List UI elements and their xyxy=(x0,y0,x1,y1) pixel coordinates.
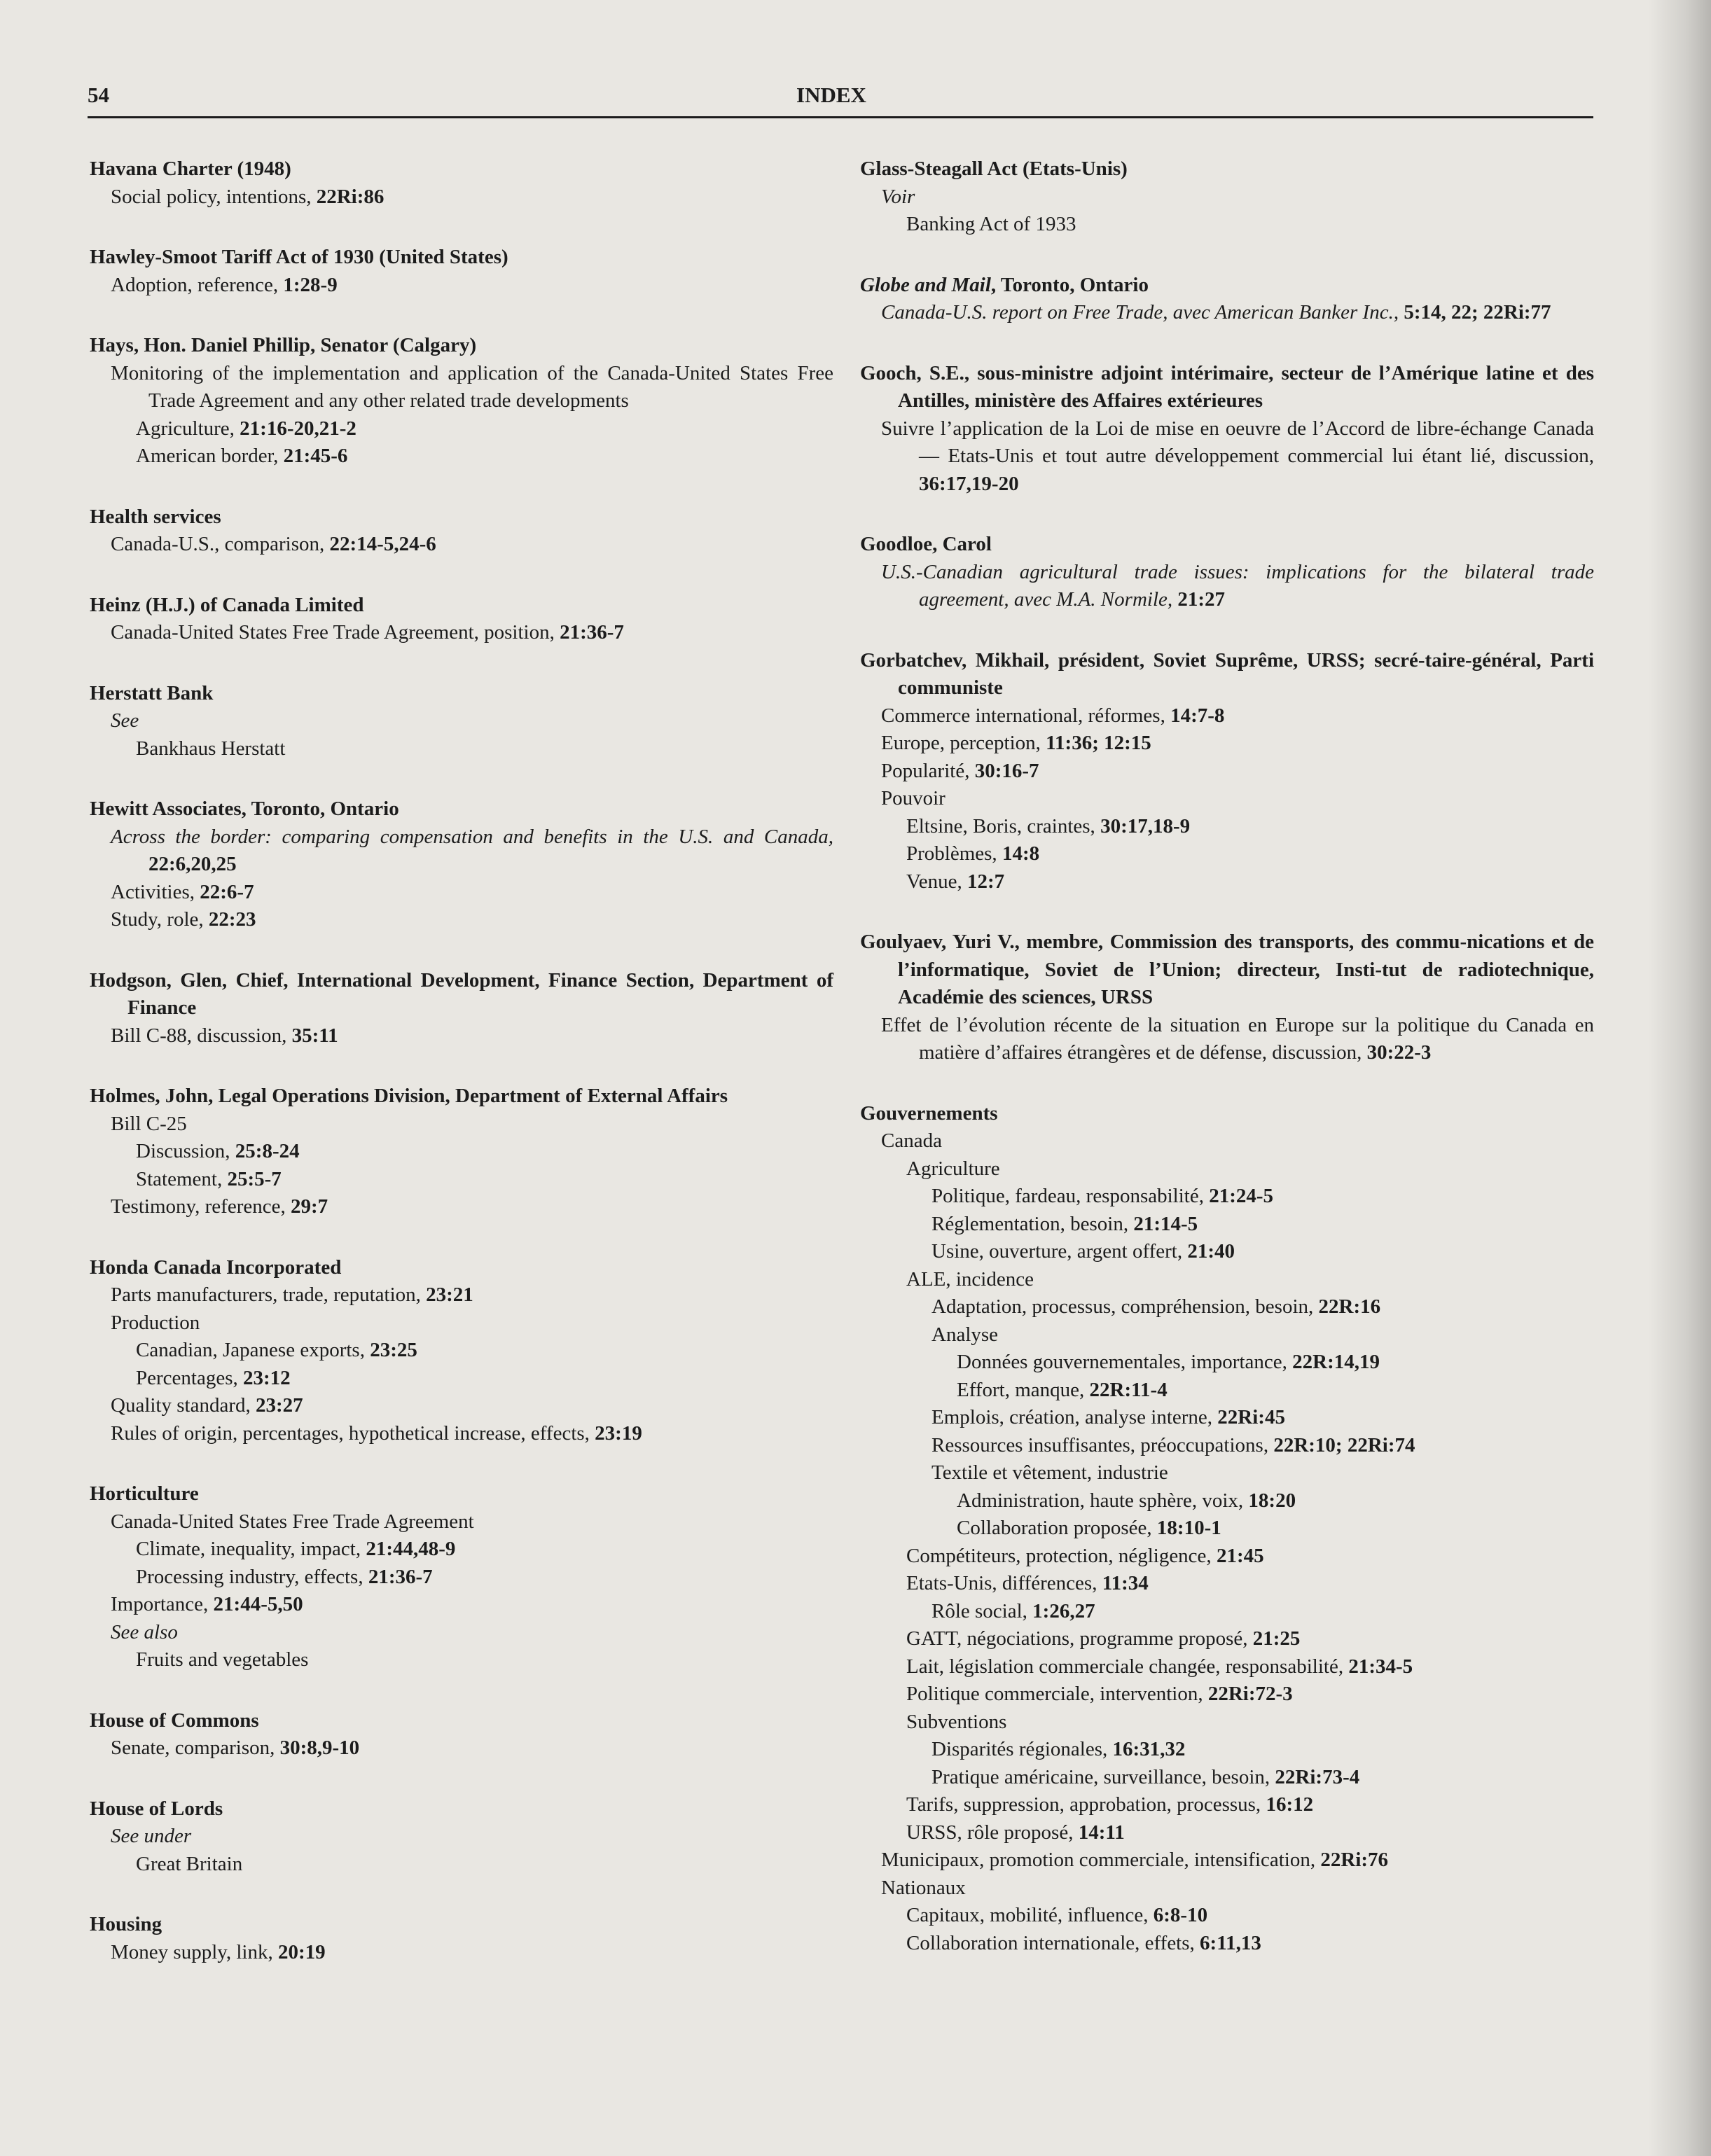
subheading-text: Senate, comparison, xyxy=(111,1737,280,1759)
entry-heading: Havana Charter (1948) xyxy=(90,158,291,180)
page-reference: 30:22-3 xyxy=(1366,1041,1432,1064)
page-reference: 16:12 xyxy=(1266,1793,1314,1816)
entry-subheading xyxy=(860,730,1594,758)
subheading-text: See xyxy=(111,709,139,732)
page-reference: 21:45-6 xyxy=(283,445,348,467)
index-entry xyxy=(860,155,1594,239)
page-reference: 25:8-24 xyxy=(235,1140,300,1162)
entry-subheading xyxy=(90,1365,833,1393)
entry-heading: Horticulture xyxy=(90,1482,199,1505)
subheading-text: Usine, ouverture, argent offert, xyxy=(931,1240,1188,1263)
entry-subheading xyxy=(90,183,833,211)
subheading-text: URSS, rôle proposé, xyxy=(906,1821,1079,1844)
page-reference: 23:12 xyxy=(243,1366,291,1389)
entry-heading: Hays, Hon. Daniel Phillip, Senator (Calgary) xyxy=(90,334,477,356)
entry-subheading xyxy=(90,1646,833,1674)
entry-subheading xyxy=(860,1487,1594,1515)
entry-heading: House of Lords xyxy=(90,1797,223,1820)
page-reference: 18:10-1 xyxy=(1156,1517,1221,1539)
page-reference: 22R:14,19 xyxy=(1292,1351,1380,1373)
entry-subheading xyxy=(90,272,833,300)
page-reference: 21:25 xyxy=(1252,1627,1301,1650)
running-title: INDEX xyxy=(796,83,866,107)
page-reference: 23:25 xyxy=(370,1339,417,1361)
subheading-text: Percentages, xyxy=(136,1366,243,1389)
entry-heading: Gouvernements xyxy=(860,1101,998,1125)
page-reference: 29:7 xyxy=(290,1195,328,1218)
index-entry xyxy=(90,155,833,211)
subheading-text: GATT, négociations, programme proposé, xyxy=(906,1627,1253,1650)
entry-subheading xyxy=(860,1819,1594,1847)
entry-subheading xyxy=(90,1939,833,1967)
subheading-text: Parts manufacturers, trade, reputation, xyxy=(111,1284,427,1306)
entry-subheading xyxy=(860,1377,1594,1405)
subheading-text: Venue, xyxy=(906,870,967,893)
subheading-text: Money supply, link, xyxy=(111,1940,278,1963)
entry-heading: Housing xyxy=(90,1913,162,1935)
entry-subheading xyxy=(860,1293,1594,1321)
page-reference: 22:6,20,25 xyxy=(148,853,237,875)
subheading-text: Politique commerciale, intervention, xyxy=(906,1683,1208,1705)
subheading-text: Monitoring of the implementation and application of the Canada-United States Free Trade Agreement and any other related trade developments xyxy=(111,361,833,412)
index-column-left xyxy=(90,155,833,1999)
page-reference: 22Ri:73-4 xyxy=(1275,1765,1360,1788)
entry-subheading xyxy=(860,840,1594,868)
entry-heading: Goodloe, Carol xyxy=(860,533,992,555)
page-reference: 22:6-7 xyxy=(200,880,254,903)
page-number: 54 xyxy=(88,83,109,107)
subheading-text: Bill C-88, discussion, xyxy=(111,1024,292,1047)
page-reference: 6:8-10 xyxy=(1153,1904,1208,1926)
page-edge-shadow xyxy=(1648,0,1711,2156)
page-reference: 36:17,19-20 xyxy=(919,472,1019,495)
subheading-text: Study, role, xyxy=(111,908,209,931)
entry-subheading xyxy=(860,785,1594,813)
entry-subheading xyxy=(860,1791,1594,1819)
page-reference: 14:7-8 xyxy=(1170,704,1225,727)
subheading-text: Analyse xyxy=(931,1323,999,1346)
entry-subheading xyxy=(90,1193,833,1221)
page-reference: 22:23 xyxy=(208,908,256,931)
entry-subheading xyxy=(860,1902,1594,1930)
entry-subheading xyxy=(860,1846,1594,1875)
page-reference: 16:31,32 xyxy=(1112,1738,1186,1760)
page-reference: 5:14, 22; 22Ri:77 xyxy=(1404,301,1551,324)
entry-subheading xyxy=(90,1111,833,1139)
entry-heading: Gorbatchev, Mikhail, président, Soviet Suprême, URSS; secré-taire-général, Parti communiste xyxy=(860,648,1594,699)
entry-subheading xyxy=(860,1653,1594,1681)
page-reference: 18:20 xyxy=(1248,1489,1296,1512)
subheading-text: Agriculture, xyxy=(136,417,240,440)
subheading-text: Eltsine, Boris, craintes, xyxy=(906,814,1101,837)
page-reference: 11:34 xyxy=(1102,1572,1149,1594)
subheading-text: ALE, incidence xyxy=(906,1267,1034,1291)
subheading-text: Collaboration proposée, xyxy=(957,1517,1157,1539)
index-entry xyxy=(90,1707,833,1762)
entry-subheading xyxy=(860,1543,1594,1571)
page-reference: 21:44-5,50 xyxy=(213,1593,303,1615)
subheading-text: Ressources insuffisantes, préoccupations, xyxy=(931,1433,1274,1456)
entry-subheading xyxy=(860,1127,1594,1155)
entry-subheading xyxy=(90,1591,833,1619)
index-entry xyxy=(90,1795,833,1879)
entry-subheading xyxy=(90,1734,833,1762)
subheading-text: Subventions xyxy=(906,1710,1007,1733)
entry-subheading xyxy=(90,1420,833,1448)
page-reference: 12:7 xyxy=(967,870,1005,893)
subheading-text: Réglementation, besoin, xyxy=(931,1212,1134,1235)
entry-subheading xyxy=(90,1309,833,1337)
page-reference: 30:16-7 xyxy=(974,759,1039,782)
page-reference: 30:17,18-9 xyxy=(1100,814,1191,837)
subheading-text: Bankhaus Herstatt xyxy=(136,737,286,760)
subheading-text: Fruits and vegetables xyxy=(136,1648,309,1671)
entry-heading: Holmes, John, Legal Operations Division, Department of External Affairs xyxy=(90,1085,728,1107)
page-reference: 21:36-7 xyxy=(368,1565,433,1588)
page-reference: 22R:11-4 xyxy=(1089,1378,1168,1401)
index-entry xyxy=(860,272,1594,327)
entry-subheading xyxy=(860,1404,1594,1432)
index-entry xyxy=(90,1083,833,1221)
subheading-text: Effort, manque, xyxy=(957,1378,1090,1401)
entry-subheading xyxy=(860,415,1594,499)
page-reference: 25:5-7 xyxy=(227,1167,282,1190)
entry-subheading xyxy=(860,1266,1594,1294)
subheading-text: Commerce international, réformes, xyxy=(881,704,1171,727)
entry-subheading xyxy=(860,1764,1594,1792)
page-reference: 22Ri:45 xyxy=(1217,1406,1285,1428)
subheading-text: Lait, législation commerciale changée, responsabilité, xyxy=(906,1655,1349,1678)
page-reference: 23:21 xyxy=(426,1284,473,1306)
subheading-text: Statement, xyxy=(136,1167,228,1190)
entry-subheading xyxy=(860,813,1594,841)
page-reference: 22Ri:76 xyxy=(1320,1849,1389,1871)
subheading-text: Canada-United States Free Trade Agreement xyxy=(111,1510,474,1533)
entry-subheading xyxy=(860,1930,1594,1958)
index-entry xyxy=(90,244,833,299)
subheading-text: Suivre l’application de la Loi de mise en oeuvre de l’Accord de libre-échange Canada — Etats-Unis et tout autre développement commercial lui étant lié, discussion, xyxy=(881,417,1594,467)
entry-subheading xyxy=(90,1022,833,1050)
entry-subheading xyxy=(90,1281,833,1309)
index-entry xyxy=(90,680,833,763)
subheading-text: Capitaux, mobilité, influence, xyxy=(906,1904,1154,1926)
page-reference: 21:36-7 xyxy=(560,621,624,644)
subheading-text: See also xyxy=(111,1620,178,1643)
subheading-text: Municipaux, promotion commerciale, intensification, xyxy=(881,1849,1321,1871)
subheading-text: Quality standard, xyxy=(111,1394,256,1417)
entry-subheading xyxy=(860,1598,1594,1626)
entry-subheading xyxy=(90,1564,833,1592)
page-reference: 21:44,48-9 xyxy=(366,1538,456,1560)
entry-heading: Herstatt Bank xyxy=(90,681,214,704)
page-reference: 20:19 xyxy=(277,1940,326,1963)
page-reference: 6:11,13 xyxy=(1200,1931,1261,1954)
entry-heading: Glass-Steagall Act (Etats-Unis) xyxy=(860,158,1128,180)
entry-heading: House of Commons xyxy=(90,1709,259,1732)
subheading-text: Testimony, reference, xyxy=(111,1195,291,1218)
entry-subheading xyxy=(860,1625,1594,1653)
subheading-text: Compétiteurs, protection, négligence, xyxy=(906,1544,1217,1567)
entry-subheading xyxy=(860,1349,1594,1377)
index-entry xyxy=(90,592,833,647)
index-entry xyxy=(860,929,1594,1067)
index-entry xyxy=(860,647,1594,896)
entry-subheading xyxy=(860,1875,1594,1903)
entry-subheading xyxy=(90,1138,833,1166)
entry-subheading xyxy=(860,1736,1594,1764)
page-reference: 14:8 xyxy=(1002,842,1040,865)
entry-subheading xyxy=(90,1536,833,1564)
subheading-text: Canada-United States Free Trade Agreement, position, xyxy=(111,621,560,644)
entry-heading: Hodgson, Glen, Chief, International Development, Finance Section, Department of Finance xyxy=(90,968,833,1019)
subheading-text: Canada-U.S. report on Free Trade, avec American Banker Inc., xyxy=(881,301,1404,324)
subheading-text: Social policy, intentions, xyxy=(111,185,317,208)
subheading-text: Textile et vêtement, industrie xyxy=(931,1461,1168,1484)
entry-subheading xyxy=(90,735,833,763)
entry-subheading xyxy=(90,1166,833,1194)
entry-subheading xyxy=(90,360,833,415)
page-reference: 11:36; 12:15 xyxy=(1046,732,1151,754)
page-reference: 14:11 xyxy=(1078,1821,1125,1844)
entry-subheading xyxy=(860,1709,1594,1737)
subheading-text: Nationaux xyxy=(881,1876,966,1899)
entry-subheading xyxy=(90,906,833,934)
subheading-text: Processing industry, effects, xyxy=(136,1565,368,1588)
entry-heading: Hewitt Associates, Toronto, Ontario xyxy=(90,798,399,820)
entry-subheading xyxy=(90,879,833,907)
subheading-text: Adoption, reference, xyxy=(111,273,284,296)
subheading-text: Emplois, création, analyse interne, xyxy=(931,1406,1218,1428)
entry-subheading xyxy=(860,299,1594,327)
page-reference: 1:28-9 xyxy=(283,273,338,296)
index-entry xyxy=(860,1100,1594,1958)
entry-subheading xyxy=(860,758,1594,786)
subheading-text: Effet de l’évolution récente de la situation en Europe sur la politique du Canada en matière d’affaires étrangères et de défense, discussion, xyxy=(881,1013,1594,1064)
index-entry xyxy=(90,1254,833,1448)
entry-heading: Hawley-Smoot Tariff Act of 1930 (United States) xyxy=(90,246,508,268)
subheading-text: Administration, haute sphère, voix, xyxy=(957,1489,1249,1512)
subheading-text: Agriculture xyxy=(906,1157,1000,1180)
page-reference: 21:14-5 xyxy=(1133,1212,1198,1235)
subheading-text: Activities, xyxy=(111,880,200,903)
subheading-text: Canada-U.S., comparison, xyxy=(111,533,330,555)
page-reference: 21:34-5 xyxy=(1348,1655,1413,1678)
subheading-text: Rules of origin, percentages, hypothetical increase, effects, xyxy=(111,1421,595,1445)
page-reference: 22R:10; 22Ri:74 xyxy=(1273,1433,1415,1456)
entry-heading: Health services xyxy=(90,505,221,528)
subheading-text: Production xyxy=(111,1311,200,1334)
subheading-text: Tarifs, suppression, approbation, processus, xyxy=(906,1793,1266,1816)
subheading-text: Collaboration internationale, effets, xyxy=(906,1931,1200,1954)
index-entry xyxy=(90,503,833,559)
entry-subheading xyxy=(860,1211,1594,1239)
page-reference: 22Ri:86 xyxy=(316,185,385,208)
page-reference: 23:27 xyxy=(255,1394,303,1417)
entry-subheading xyxy=(90,1508,833,1536)
index-entry xyxy=(90,1911,833,1966)
subheading-text: Pouvoir xyxy=(881,787,945,809)
entry-subheading xyxy=(860,702,1594,730)
subheading-text: Rôle social, xyxy=(931,1599,1033,1622)
entry-subheading xyxy=(90,1619,833,1647)
entry-subheading xyxy=(860,1681,1594,1709)
page-reference: 35:11 xyxy=(291,1024,338,1047)
entry-heading: Honda Canada Incorporated xyxy=(90,1256,342,1279)
page-reference: 21:24-5 xyxy=(1209,1185,1274,1207)
subheading-text: Bill C-25 xyxy=(111,1112,187,1135)
page-reference: 21:40 xyxy=(1187,1240,1235,1263)
subheading-text: U.S.-Canadian agricultural trade issues: implications for the bilateral trade agreement, avec M.A. Normile, xyxy=(881,560,1594,611)
subheading-text: Discussion, xyxy=(136,1140,235,1162)
entry-subheading xyxy=(860,1570,1594,1598)
index-column-right xyxy=(860,155,1594,1990)
entry-subheading xyxy=(90,1392,833,1420)
entry-subheading xyxy=(860,183,1594,211)
subheading-text: Canada xyxy=(881,1129,942,1152)
entry-subheading xyxy=(860,1515,1594,1543)
entry-subheading xyxy=(860,1238,1594,1266)
index-entry xyxy=(860,531,1594,614)
entry-subheading xyxy=(90,823,833,879)
entry-subheading xyxy=(90,443,833,471)
entry-subheading xyxy=(860,211,1594,239)
page-reference: 21:16-20,21-2 xyxy=(240,417,356,440)
entry-subheading xyxy=(90,1823,833,1851)
subheading-text: Données gouvernementales, importance, xyxy=(957,1351,1293,1373)
entry-subheading xyxy=(860,1321,1594,1349)
entry-subheading xyxy=(90,531,833,559)
entry-subheading xyxy=(860,1432,1594,1460)
subheading-text: Across the border: comparing compensation and benefits in the U.S. and Canada, xyxy=(111,825,833,848)
page-reference: 22:14-5,24-6 xyxy=(329,533,436,555)
subheading-text: Pratique américaine, surveillance, besoin, xyxy=(931,1765,1275,1788)
page-reference: 21:27 xyxy=(1177,588,1226,611)
page-reference: 23:19 xyxy=(595,1421,642,1445)
subheading-text: Canadian, Japanese exports, xyxy=(136,1339,370,1361)
index-entry xyxy=(90,332,833,471)
entry-subheading xyxy=(90,1337,833,1365)
entry-heading: Gooch, S.E., sous-ministre adjoint intérimaire, secteur de l’Amérique latine et des Antilles, ministère des Affaires extérieures xyxy=(860,361,1594,412)
subheading-text: Adaptation, processus, compréhension, besoin, xyxy=(931,1295,1319,1318)
subheading-text: Etats-Unis, différences, xyxy=(906,1572,1102,1594)
subheading-text: Great Britain xyxy=(136,1852,243,1875)
index-entry xyxy=(90,967,833,1050)
page-reference: 21:45 xyxy=(1216,1544,1264,1567)
entry-subheading xyxy=(90,619,833,647)
entry-subheading xyxy=(860,1155,1594,1183)
subheading-text: Voir xyxy=(881,185,915,208)
index-entry xyxy=(860,360,1594,499)
entry-heading: Heinz (H.J.) of Canada Limited xyxy=(90,593,364,616)
entry-subheading xyxy=(860,1459,1594,1487)
entry-subheading xyxy=(860,1183,1594,1211)
entry-subheading xyxy=(90,415,833,443)
subheading-text: Problèmes, xyxy=(906,842,1002,865)
subheading-text: Climate, inequality, impact, xyxy=(136,1538,366,1560)
subheading-text: Importance, xyxy=(111,1593,214,1615)
page-header xyxy=(88,77,1593,118)
subheading-text: Europe, perception, xyxy=(881,732,1046,754)
entry-subheading xyxy=(90,707,833,735)
index-entry xyxy=(90,1480,833,1674)
entry-heading: Globe and Mail, Toronto, Ontario xyxy=(860,273,1149,296)
entry-subheading xyxy=(860,1012,1594,1067)
subheading-text: Banking Act of 1933 xyxy=(906,213,1076,235)
subheading-text: Disparités régionales, xyxy=(931,1738,1113,1760)
page-reference: 22R:16 xyxy=(1318,1295,1381,1318)
entry-subheading xyxy=(90,1851,833,1879)
subheading-text: Politique, fardeau, responsabilité, xyxy=(931,1185,1210,1207)
subheading-text: See under xyxy=(111,1825,192,1847)
page-reference: 22Ri:72-3 xyxy=(1207,1683,1293,1705)
subheading-text: American border, xyxy=(136,445,284,467)
page-reference: 1:26,27 xyxy=(1032,1599,1095,1622)
entry-heading: Goulyaev, Yuri V., membre, Commission des transports, des commu-nications et de l’informatique, Soviet de l’Union; directeur, Insti-tut de radiotechnique, Académie des sciences, URSS xyxy=(860,931,1594,1008)
index-entry xyxy=(90,795,833,934)
subheading-text: Popularité, xyxy=(881,759,975,782)
entry-subheading xyxy=(860,868,1594,896)
entry-subheading xyxy=(860,559,1594,614)
page-reference: 30:8,9-10 xyxy=(279,1737,360,1759)
